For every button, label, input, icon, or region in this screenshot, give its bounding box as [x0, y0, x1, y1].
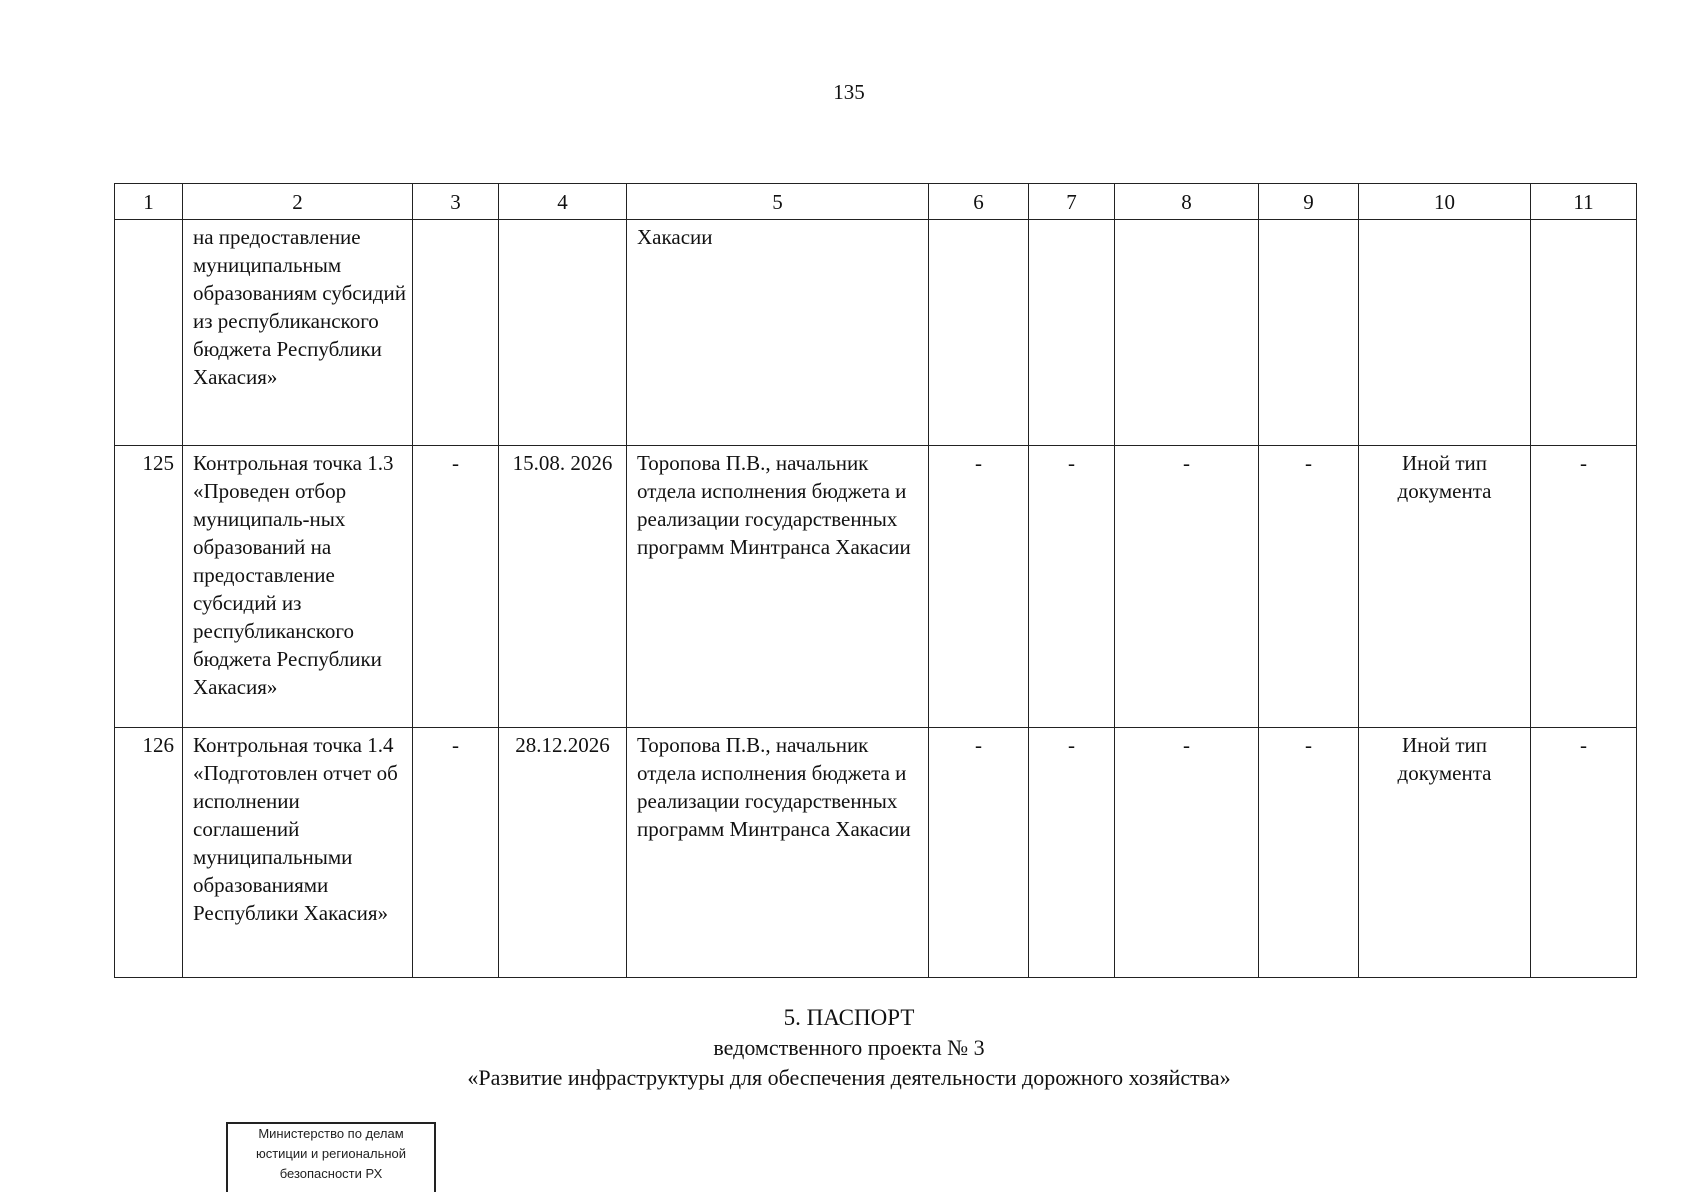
cell-col7: -: [1029, 446, 1115, 728]
column-header: 6: [929, 184, 1029, 220]
column-header: 9: [1259, 184, 1359, 220]
column-header: 10: [1359, 184, 1531, 220]
responsible-person: Торопова П.В., начальник отдела исполнения бюджета и реализации государственных программ Минтранса Хакасии: [627, 728, 929, 978]
due-date: 15.08. 2026: [499, 446, 627, 728]
table-row: [115, 446, 1637, 728]
table-row: [115, 728, 1637, 978]
project-name: «Развитие инфраструктуры для обеспечения деятельности дорожного хозяйства»: [467, 1065, 1231, 1090]
document-type: Иной тип документа: [1359, 728, 1531, 978]
cell-col8: [1115, 220, 1259, 446]
plan-table: [114, 183, 1637, 978]
passport-title: 5. ПАСПОРТ: [783, 1005, 915, 1030]
due-date: 28.12.2026: [499, 728, 627, 978]
stamp-line: безопасности РХ: [279, 1166, 383, 1181]
column-header: 7: [1029, 184, 1115, 220]
column-header: 4: [499, 184, 627, 220]
row-number: 126: [115, 728, 183, 978]
cell-col9: -: [1259, 446, 1359, 728]
passport-subtitle: ведомственного проекта № 3: [713, 1035, 985, 1060]
column-header: 8: [1115, 184, 1259, 220]
cell-col8: -: [1115, 446, 1259, 728]
column-header: 2: [183, 184, 413, 220]
page-number: 135: [833, 80, 865, 104]
cell-col9: [1259, 220, 1359, 446]
due-date: [499, 220, 627, 446]
cell-col6: -: [929, 446, 1029, 728]
stamp-line: Министерство по делам: [258, 1126, 404, 1141]
column-header: 1: [115, 184, 183, 220]
cell-col11: [1531, 220, 1637, 446]
ministry-stamp: [226, 1122, 436, 1192]
cell-col11: -: [1531, 728, 1637, 978]
row-number: 125: [115, 446, 183, 728]
column-header: 11: [1531, 184, 1637, 220]
control-point-name: Контрольная точка 1.4 «Подготовлен отчет об исполнении соглашений муниципальными образованиями Республики Хакасия»: [183, 728, 413, 978]
cell-col11: -: [1531, 446, 1637, 728]
cell-col7: -: [1029, 728, 1115, 978]
column-header: 3: [413, 184, 499, 220]
control-point-name: на предоставление муниципальным образованиям субсидий из республиканского бюджета Республики Хакасия»: [183, 220, 413, 446]
document-type: Иной тип документа: [1359, 446, 1531, 728]
table-row: [115, 220, 1637, 446]
cell-col3: -: [413, 446, 499, 728]
table-header-row: [115, 184, 1637, 220]
cell-col8: -: [1115, 728, 1259, 978]
cell-col6: -: [929, 728, 1029, 978]
cell-col3: -: [413, 728, 499, 978]
control-point-name: Контрольная точка 1.3 «Проведен отбор муниципаль-ных образований на предоставление субсидий из республиканского бюджета Республики Хакасия»: [183, 446, 413, 728]
passport-heading: [0, 1003, 1698, 1093]
stamp-line: юстиции и региональной: [255, 1146, 407, 1161]
cell-col3: [413, 220, 499, 446]
row-number: [115, 220, 183, 446]
responsible-person: Хакасии: [627, 220, 929, 446]
cell-col7: [1029, 220, 1115, 446]
cell-col9: -: [1259, 728, 1359, 978]
document-type: [1359, 220, 1531, 446]
column-header: 5: [627, 184, 929, 220]
responsible-person: Торопова П.В., начальник отдела исполнения бюджета и реализации государственных программ Минтранса Хакасии: [627, 446, 929, 728]
cell-col6: [929, 220, 1029, 446]
